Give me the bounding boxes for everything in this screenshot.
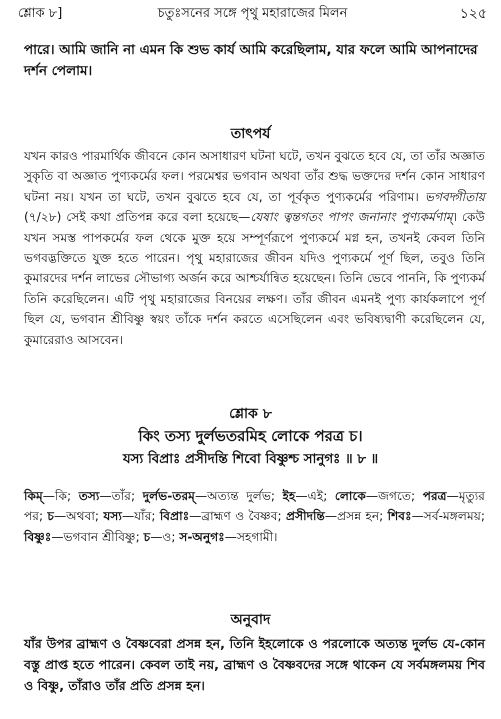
intro-paragraph: পারে। আমি জানি না এমন কি শুভ কার্য আমি করেছিলাম, যার ফলে আমি আপনাদের দর্শন পেলাম। [24, 43, 478, 79]
synonym-meaning: —এই; [295, 489, 335, 503]
synonym-word: পরত্র [422, 489, 447, 503]
synonym-word: লোকে [334, 489, 366, 503]
synonym-meaning: —যাঁর; [121, 509, 160, 524]
synonym-word: চ [143, 529, 151, 544]
purport-text-1: যখন কারও পারমার্থিক জীবনে কোন অসাধারণ ঘটনা ঘটে, তখন বুঝতে হবে যে, তা তাঁর অজ্ঞাত সুকৃতি বা অজ্ঞাত পুণ্যকর্মের ফল। পরমেশ্বর ভগবান অথবা তাঁর শুদ্ধ ভক্তদের দর্শন কোন সাধারণ ঘটনা নয়। যখন তা ঘটে, তখন বুঝতে হবে যে, তা পূর্বকৃত পুণ্যকর্মের পরিণাম। [24, 149, 485, 204]
synonym-meaning: —তাঁর; [99, 489, 143, 503]
synonym-word: ইহ [282, 489, 296, 503]
translation-heading: অনুবাদ [230, 612, 271, 628]
synonym-meaning: —মৃত্যুর পর; [24, 489, 485, 524]
purport-text-2: (৭/২৮) সেই কথা প্রতিপন্ন করে বলা হয়েছে— [24, 210, 251, 225]
gita-reference: ভগবদ্গীতায় [424, 189, 485, 204]
scripture-quote: যেষাং ত্বন্তগতং পাপং জনানাং পুণ্যকর্মণাম্ [250, 210, 453, 225]
purport-paragraph [24, 146, 485, 350]
synonym-meaning: —ও; [150, 529, 180, 544]
verse-reference: শ্লোক ৮] [18, 6, 63, 21]
verse-line-1: কিং তস্য দুর্লভতরমিহ লোকে পরত্র চ। [138, 427, 363, 445]
synonym-meaning: —সর্ব-মঙ্গলময়; [411, 509, 485, 524]
synonym-word: যস্য [103, 509, 122, 524]
page-number: ১২৫ [459, 6, 487, 22]
synonym-meaning: —ব্রাহ্মণ ও বৈষ্ণব; [189, 509, 286, 524]
verse-line-2: যস্য বিপ্রাঃ প্রসীদন্তি শিবো বিষ্ণুশ্চ সানুগঃ ॥ ৮ ॥ [122, 452, 379, 467]
synonym-word: কিম্ [24, 489, 43, 503]
synonym-meaning: —ভগবান শ্রীবিষ্ণু; [51, 529, 144, 544]
synonym-word: শিবঃ [387, 509, 412, 524]
synonym-word: তস্য [78, 489, 100, 503]
purport-heading: তাৎপর্য [230, 126, 271, 142]
synonyms-paragraph [24, 486, 485, 547]
synonym-meaning: —অত্যন্ত দুর্লভ; [194, 489, 283, 503]
synonym-word: বিপ্রাঃ [159, 509, 190, 524]
synonym-word: প্রসীদন্তি [285, 509, 325, 524]
purport-text-3: । কেউ যখন সমস্ত পাপকর্মের ফল থেকে মুক্ত হয়ে সম্পূর্ণরূপে পুণ্যকর্মে মগ্ন হন, তখনই কেবল তিনি ভগবদ্ভক্তিতে যুক্ত হতে পারেন। পৃথু মহারাজের জীবন যদিও পুণ্যকর্মে পূর্ণ ছিল, তবুও তিনি কুমারদের দর্শন লাভের সৌভাগ্য অর্জন করে আশ্চর্যান্বিত হয়েছেন। তিনি ভেবে পাননি, কি পুণ্যকর্ম তিনি করেছিলেন। এটি পৃথু মহারাজের বিনয়ের লক্ষণ। তাঁর জীবন এমনই পুণ্য কার্যকলাপে পূর্ণ ছিল যে, ভগবান শ্রীবিষ্ণু স্বয়ং তাঁকে দর্শন করতে এসেছিলেন এবং ভবিষ্যদ্বাণী করেছিলেন যে, কুমারেরাও আসবেন। [24, 210, 485, 347]
chapter-title: চতুঃসনের সঙ্গে পৃথু মহারাজের মিলন [157, 6, 348, 21]
synonym-word: স-অনুগঃ [179, 529, 225, 544]
synonym-meaning: —সহগামী। [224, 529, 278, 544]
synonym-meaning: —জগতে; [365, 489, 423, 503]
verse-heading: শ্লোক ৮ [229, 406, 272, 422]
synonym-meaning: —প্রসন্ন হন; [324, 509, 388, 524]
translation-paragraph: যাঁর উপর ব্রাহ্মণ ও বৈষ্ণবেরা প্রসন্ন হন, তিনি ইহলোকে ও পরলোকে অত্যন্ত দুর্লভ যে-কোন বস্তু প্রাপ্ত হতে পারেন। কেবল তাই নয়, ব্রাহ্মণ ও বৈষ্ণবদের সঙ্গে থাকেন যে সর্বমঙ্গলময় শিব ও বিষ্ণু, তাঁরাও তাঁর প্রতি প্রসন্ন হন। [24, 636, 485, 693]
synonym-meaning: —কি; [42, 489, 79, 503]
synonym-word: বিষ্ণুঃ [24, 529, 52, 544]
synonym-meaning: —অথবা; [53, 509, 104, 524]
synonym-word: দুর্লভ-তরম্ [142, 489, 195, 503]
page-header [18, 4, 487, 24]
synonym-word: চ [47, 509, 54, 524]
